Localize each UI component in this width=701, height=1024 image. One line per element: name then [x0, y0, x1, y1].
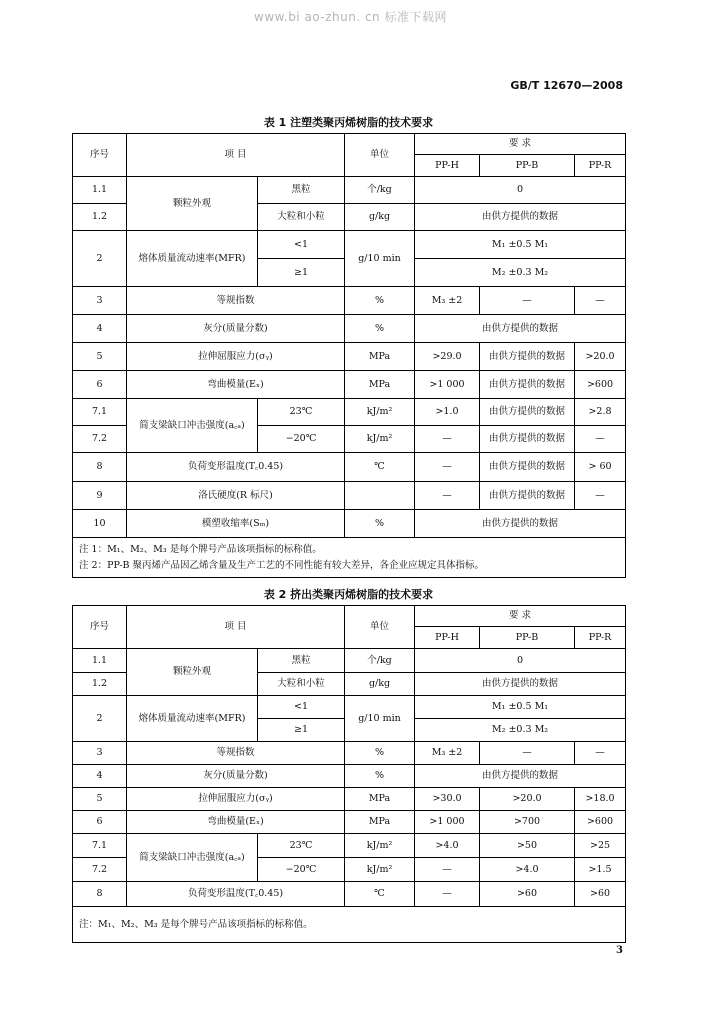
cell-unit: % — [345, 765, 415, 788]
header-pp-r: PP-R — [575, 627, 626, 649]
header-pp-b: PP-B — [480, 155, 575, 177]
cell-pp-h: >1.0 — [415, 399, 480, 426]
cell-item: 洛氏硬度(R 标尺) — [127, 482, 345, 510]
table-header-row — [73, 134, 626, 155]
header-item: 项 目 — [127, 606, 345, 649]
cell-unit: % — [345, 510, 415, 538]
cell-pp-r: — — [575, 742, 626, 765]
cell-seq: 5 — [73, 343, 127, 371]
cell-pp-r: — — [575, 426, 626, 453]
note-1: 注：M₁、M₂、M₃ 是每个牌号产品该项指标的标称值。 — [79, 918, 313, 930]
cell-unit: kJ/m² — [345, 399, 415, 426]
cell-pp-b: >4.0 — [480, 858, 575, 882]
header-pp-h: PP-H — [415, 627, 480, 649]
cell-item: 负荷变形温度(T꜀0.45) — [127, 453, 345, 482]
cell-unit: MPa — [345, 343, 415, 371]
cell-value: M₂ ±0.3 M₂ — [415, 719, 626, 742]
cell-pp-r: — — [575, 482, 626, 510]
cell-subitem: 23℃ — [258, 834, 345, 858]
cell-pp-h: >4.0 — [415, 834, 480, 858]
cell-pp-r: >1.5 — [575, 858, 626, 882]
cell-unit: kJ/m² — [345, 426, 415, 453]
cell-pp-b: 由供方提供的数据 — [480, 371, 575, 399]
table-row — [73, 510, 626, 538]
cell-value: 由供方提供的数据 — [415, 315, 626, 343]
cell-seq: 3 — [73, 742, 127, 765]
cell-subitem: 黑粒 — [258, 177, 345, 204]
cell-pp-r: >20.0 — [575, 343, 626, 371]
note-2: 注 2：PP-B 聚丙烯产品因乙烯含量及生产工艺的不同性能有较大差异，各企业应规定具体指标。 — [79, 559, 485, 571]
table-header-row — [73, 606, 626, 627]
table-note-row — [73, 538, 626, 578]
table-row — [73, 343, 626, 371]
cell-unit: MPa — [345, 788, 415, 811]
cell-item: 简支梁缺口冲击强度(a꜀ₐ) — [127, 834, 258, 882]
cell-pp-b: >50 — [480, 834, 575, 858]
cell-unit: MPa — [345, 811, 415, 834]
cell-value: 0 — [415, 177, 626, 204]
cell-subitem: ≥1 — [258, 719, 345, 742]
cell-unit — [345, 482, 415, 510]
cell-unit: g/kg — [345, 673, 415, 696]
cell-pp-h: — — [415, 482, 480, 510]
cell-pp-b: 由供方提供的数据 — [480, 482, 575, 510]
cell-seq: 3 — [73, 287, 127, 315]
cell-pp-h: — — [415, 858, 480, 882]
table-row — [73, 811, 626, 834]
header-unit: 单位 — [345, 606, 415, 649]
cell-item: 等规指数 — [127, 287, 345, 315]
header-requirements: 要 求 — [415, 134, 626, 155]
table-row — [73, 649, 626, 673]
cell-item: 拉伸屈服应力(σᵧ) — [127, 343, 345, 371]
cell-pp-h: — — [415, 426, 480, 453]
watermark-text: www.bi ao-zhun. cn 标准下载网 — [254, 10, 447, 24]
cell-pp-h: >29.0 — [415, 343, 480, 371]
cell-pp-b: >60 — [480, 882, 575, 907]
cell-pp-b: — — [480, 742, 575, 765]
cell-seq: 8 — [73, 453, 127, 482]
table-row — [73, 696, 626, 719]
cell-unit: % — [345, 315, 415, 343]
cell-pp-h: M₃ ±2 — [415, 287, 480, 315]
cell-seq: 10 — [73, 510, 127, 538]
table-row — [73, 399, 626, 426]
table-row — [73, 788, 626, 811]
header-pp-b: PP-B — [480, 627, 575, 649]
cell-seq: 4 — [73, 765, 127, 788]
table-row — [73, 231, 626, 259]
cell-item: 灰分(质量分数) — [127, 765, 345, 788]
cell-subitem: <1 — [258, 231, 345, 259]
cell-value: M₁ ±0.5 M₁ — [415, 231, 626, 259]
table-row — [73, 315, 626, 343]
cell-seq: 1.2 — [73, 204, 127, 231]
cell-item: 负荷变形温度(T꜀0.45) — [127, 882, 345, 907]
cell-subitem: 23℃ — [258, 399, 345, 426]
note-1: 注 1：M₁、M₂、M₃ 是每个牌号产品该项指标的标称值。 — [79, 544, 322, 556]
cell-value: 由供方提供的数据 — [415, 673, 626, 696]
header-item: 项 目 — [127, 134, 345, 177]
header-pp-h: PP-H — [415, 155, 480, 177]
cell-item: 灰分(质量分数) — [127, 315, 345, 343]
table-row — [73, 834, 626, 858]
cell-seq: 1.1 — [73, 649, 127, 673]
table-row — [73, 482, 626, 510]
cell-seq: 9 — [73, 482, 127, 510]
cell-unit: kJ/m² — [345, 834, 415, 858]
cell-seq: 6 — [73, 371, 127, 399]
cell-seq: 2 — [73, 231, 127, 287]
cell-pp-h: >30.0 — [415, 788, 480, 811]
cell-pp-h: >1 000 — [415, 811, 480, 834]
cell-unit: 个/kg — [345, 177, 415, 204]
table2 — [72, 605, 626, 943]
table2-caption: 表 2 挤出类聚丙烯树脂的技术要求 — [263, 588, 434, 601]
table-row — [73, 742, 626, 765]
cell-item: 颗粒外观 — [127, 649, 258, 696]
cell-pp-h: — — [415, 882, 480, 907]
cell-item: 弯曲模量(Eₓ) — [127, 811, 345, 834]
cell-item: 模塑收缩率(Sₘ) — [127, 510, 345, 538]
table1 — [72, 133, 626, 578]
cell-pp-r: >25 — [575, 834, 626, 858]
table-row — [73, 287, 626, 315]
cell-pp-b: >20.0 — [480, 788, 575, 811]
cell-unit: kJ/m² — [345, 858, 415, 882]
header-unit: 单位 — [345, 134, 415, 177]
table-row — [73, 177, 626, 204]
cell-subitem: 黑粒 — [258, 649, 345, 673]
cell-unit: ℃ — [345, 882, 415, 907]
table-note-row — [73, 907, 626, 943]
cell-seq: 6 — [73, 811, 127, 834]
cell-value: M₁ ±0.5 M₁ — [415, 696, 626, 719]
cell-unit: ℃ — [345, 453, 415, 482]
cell-unit: g/kg — [345, 204, 415, 231]
cell-value: M₂ ±0.3 M₂ — [415, 259, 626, 287]
cell-seq: 7.1 — [73, 834, 127, 858]
cell-seq: 7.2 — [73, 858, 127, 882]
header-pp-r: PP-R — [575, 155, 626, 177]
cell-item: 等规指数 — [127, 742, 345, 765]
cell-unit: % — [345, 742, 415, 765]
cell-pp-r: >600 — [575, 371, 626, 399]
cell-seq: 7.1 — [73, 399, 127, 426]
cell-subitem: −20℃ — [258, 858, 345, 882]
cell-seq: 7.2 — [73, 426, 127, 453]
cell-seq: 5 — [73, 788, 127, 811]
cell-item: 熔体质量流动速率(MFR) — [127, 231, 258, 287]
cell-value: 由供方提供的数据 — [415, 204, 626, 231]
cell-subitem: <1 — [258, 696, 345, 719]
table-row — [73, 371, 626, 399]
cell-seq: 1.1 — [73, 177, 127, 204]
cell-subitem: −20℃ — [258, 426, 345, 453]
cell-pp-b: — — [480, 287, 575, 315]
cell-pp-r: > 60 — [575, 453, 626, 482]
cell-subitem: 大粒和小粒 — [258, 204, 345, 231]
header-seq: 序号 — [73, 606, 127, 649]
cell-unit: % — [345, 287, 415, 315]
header-requirements: 要 求 — [415, 606, 626, 627]
table-notes — [73, 907, 626, 943]
cell-pp-r: >600 — [575, 811, 626, 834]
cell-pp-r: >60 — [575, 882, 626, 907]
cell-pp-b: 由供方提供的数据 — [480, 343, 575, 371]
cell-item: 弯曲模量(Eₓ) — [127, 371, 345, 399]
cell-value: 由供方提供的数据 — [415, 510, 626, 538]
page-number: 3 — [616, 945, 623, 956]
table-notes — [73, 538, 626, 578]
cell-pp-r: >18.0 — [575, 788, 626, 811]
cell-pp-h: M₃ ±2 — [415, 742, 480, 765]
standard-code: GB/T 12670—2008 — [510, 79, 623, 92]
cell-value: 0 — [415, 649, 626, 673]
cell-item: 简支梁缺口冲击强度(a꜀ₐ) — [127, 399, 258, 453]
cell-subitem: ≥1 — [258, 259, 345, 287]
table1-caption: 表 1 注塑类聚丙烯树脂的技术要求 — [263, 116, 434, 129]
cell-seq: 4 — [73, 315, 127, 343]
cell-item: 熔体质量流动速率(MFR) — [127, 696, 258, 742]
cell-item: 颗粒外观 — [127, 177, 258, 231]
cell-pp-r: >2.8 — [575, 399, 626, 426]
cell-unit: 个/kg — [345, 649, 415, 673]
cell-unit: MPa — [345, 371, 415, 399]
cell-seq: 2 — [73, 696, 127, 742]
table-row — [73, 765, 626, 788]
cell-seq: 8 — [73, 882, 127, 907]
cell-value: 由供方提供的数据 — [415, 765, 626, 788]
table-row — [73, 453, 626, 482]
cell-pp-r: — — [575, 287, 626, 315]
cell-pp-h: — — [415, 453, 480, 482]
cell-pp-b: >700 — [480, 811, 575, 834]
cell-pp-h: >1 000 — [415, 371, 480, 399]
header-seq: 序号 — [73, 134, 127, 177]
cell-subitem: 大粒和小粒 — [258, 673, 345, 696]
cell-seq: 1.2 — [73, 673, 127, 696]
cell-pp-b: 由供方提供的数据 — [480, 426, 575, 453]
cell-unit: g/10 min — [345, 231, 415, 287]
cell-unit: g/10 min — [345, 696, 415, 742]
cell-item: 拉伸屈服应力(σᵧ) — [127, 788, 345, 811]
cell-pp-b: 由供方提供的数据 — [480, 399, 575, 426]
cell-pp-b: 由供方提供的数据 — [480, 453, 575, 482]
table-row — [73, 882, 626, 907]
